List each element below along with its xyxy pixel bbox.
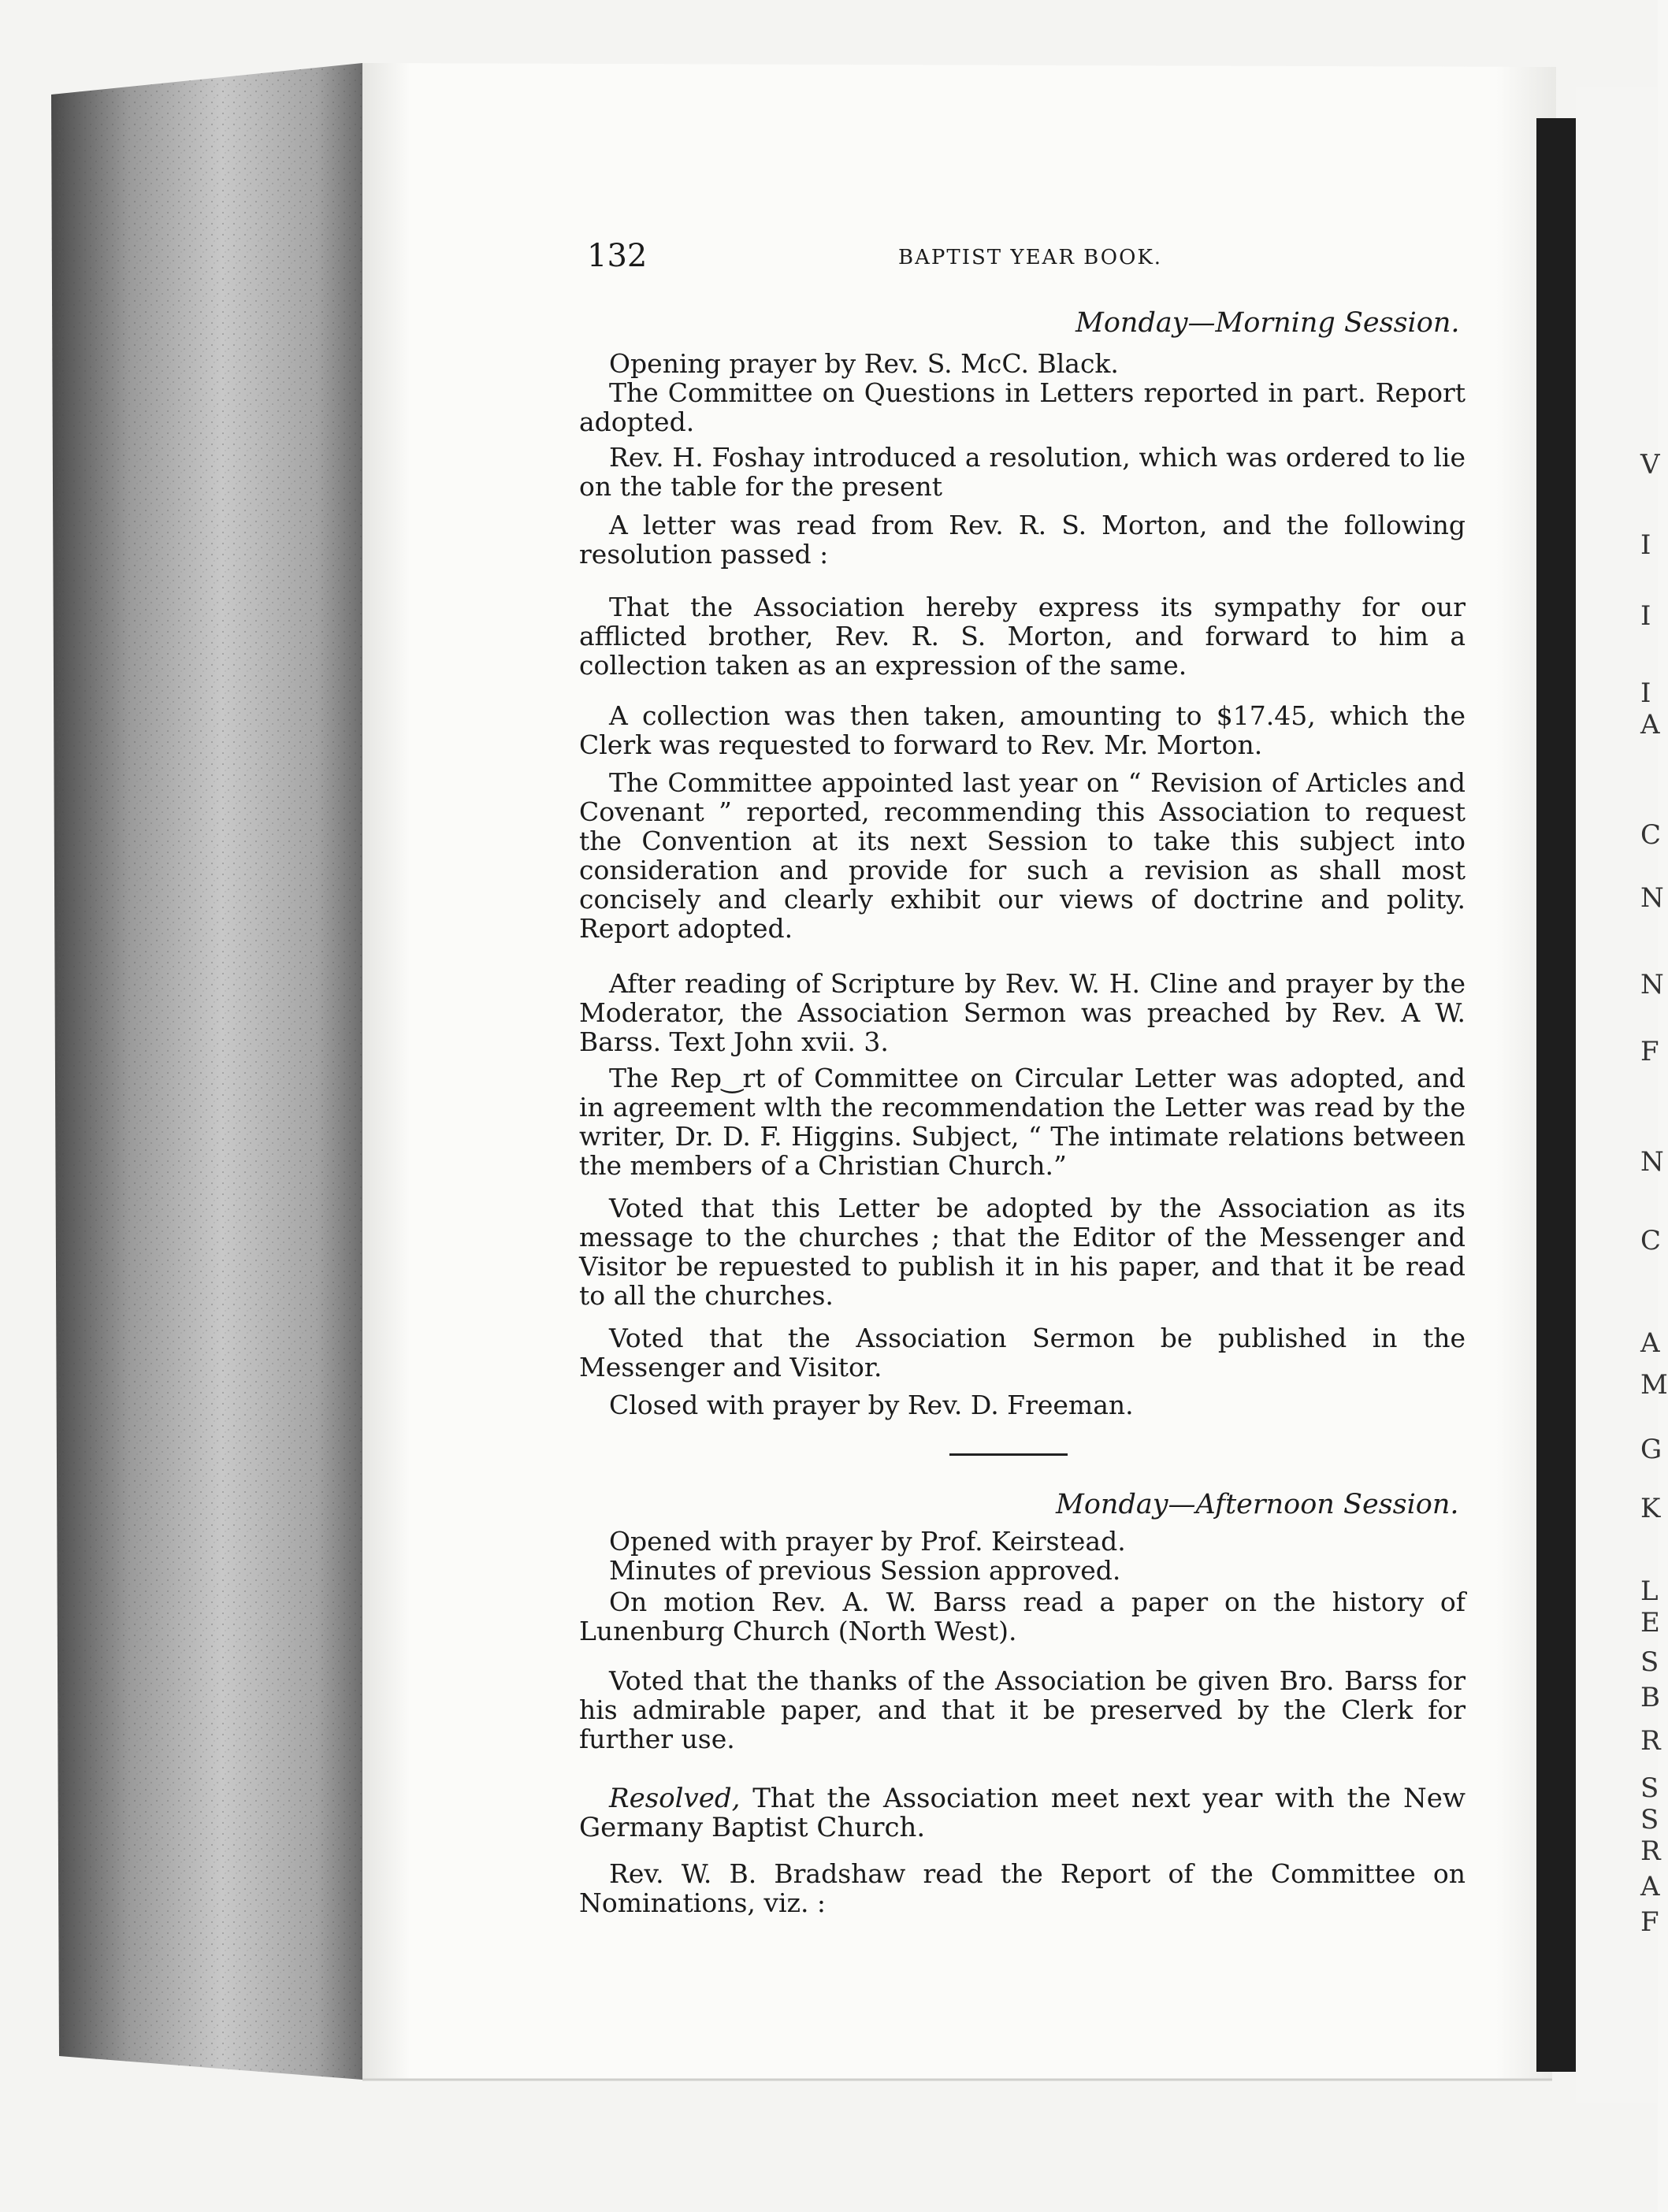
paragraph: Minutes of previous Session approved.: [609, 1555, 1121, 1586]
paragraph: Voted that this Letter be adopted by the Association as its message to the churches ; that the Editor of the Messenger and Visitor be repuested to publish it in his paper, and that it be read to all the churches.: [579, 1193, 1466, 1311]
morning-session-heading: Monday—Morning Session.: [1075, 307, 1460, 339]
paragraph: Closed with prayer by Rev. D. Freeman.: [609, 1390, 1134, 1420]
resolution-quote: That the Association hereby express its sympathy for our afflicted brother, Rev. R. S. Morton, and forward to him a collection taken as an expression of the same.: [579, 592, 1466, 681]
paragraph: Rev. H. Foshay introduced a resolution, which was ordered to lie on the table for the present: [579, 442, 1466, 502]
paragraph: The Committee appointed last year on “ Revision of Articles and Covenant ” reported, recommending this Association to request the Convention at its next Session to take this subject into consideration and provide for such a revision as shall most concisely and clearly exhibit our views of doctrine and polity. Report adopted.: [579, 767, 1466, 944]
paragraph: Opening prayer by Rev. S. McC. Black.: [609, 348, 1119, 379]
facing-page-letter: E: [1640, 1607, 1660, 1639]
facing-page-letter: R: [1640, 1835, 1661, 1867]
facing-page-letter: I: [1640, 529, 1651, 561]
facing-page-letter: N: [1640, 882, 1664, 914]
facing-page-letter: F: [1640, 1036, 1659, 1067]
resolved-paragraph: [579, 1784, 1466, 1843]
facing-page-letter: V: [1640, 449, 1660, 481]
paragraph: Opened with prayer by Prof. Keirstead.: [609, 1526, 1126, 1557]
facing-page-letter: F: [1640, 1906, 1659, 1938]
facing-page-letter: I: [1640, 600, 1651, 632]
facing-page-letter: S: [1640, 1804, 1659, 1835]
facing-page-letter: B: [1640, 1682, 1660, 1713]
facing-page-letter: A: [1640, 1327, 1660, 1359]
facing-page-letter: M: [1640, 1369, 1668, 1401]
paragraph: The Rep‿rt of Committee on Circular Letter was adopted, and in agreement wlth the recommendation the Letter was read by the writer, Dr. D. F. Higgins. Subject, “ The intimate relations between the members of a Christian Church.”: [579, 1063, 1466, 1181]
facing-page-letter: L: [1640, 1575, 1659, 1607]
resolved-label: Resolved,: [609, 1783, 741, 1814]
paragraph: After reading of Scripture by Rev. W. H. Cline and prayer by the Moderator, the Association Sermon was preached by Rev. A W. Barss. Text John xvii. 3.: [579, 968, 1466, 1057]
facing-page-letter: C: [1640, 819, 1662, 851]
facing-page-letter: S: [1640, 1646, 1659, 1678]
facing-page-letter: N: [1640, 1146, 1664, 1178]
facing-page-letter: A: [1640, 1871, 1660, 1902]
facing-page-letter: I: [1640, 677, 1651, 709]
paragraph: Voted that the thanks of the Association be given Bro. Barss for his admirable paper, and that it be preserved by the Clerk for further use.: [579, 1665, 1466, 1754]
running-title: BAPTIST YEAR BOOK.: [898, 246, 1163, 269]
paragraph: The Committee on Questions in Letters reported in part. Report adopted.: [579, 377, 1466, 437]
paragraph: Voted that the Association Sermon be published in the Messenger and Visitor.: [579, 1323, 1466, 1382]
section-divider: [949, 1453, 1068, 1456]
facing-page-letter: S: [1640, 1772, 1659, 1804]
facing-page-letter: K: [1640, 1493, 1661, 1524]
paragraph: On motion Rev. A. W. Barss read a paper on the history of Lunenburg Church (North West).: [579, 1587, 1466, 1646]
page-number: 132: [587, 238, 648, 274]
facing-page-letter: R: [1640, 1725, 1661, 1757]
paragraph: A collection was then taken, amounting to $17.45, which the Clerk was requested to forward to Rev. Mr. Morton.: [579, 700, 1466, 760]
paragraph: Rev. W. B. Bradshaw read the Report of the Committee on Nominations, viz. :: [579, 1858, 1466, 1918]
facing-page-letter: N: [1640, 969, 1664, 1000]
resolved-text: That the Association meet next year with the New Germany Baptist Church.: [579, 1783, 1466, 1843]
facing-page-letter: C: [1640, 1225, 1662, 1256]
afternoon-session-heading: Monday—Afternoon Session.: [1056, 1489, 1459, 1520]
facing-page-letter: G: [1640, 1434, 1662, 1465]
paragraph: A letter was read from Rev. R. S. Morton, and the following resolution passed :: [579, 510, 1466, 570]
book-page: [362, 63, 1560, 2080]
facing-page-letter: A: [1640, 709, 1660, 740]
